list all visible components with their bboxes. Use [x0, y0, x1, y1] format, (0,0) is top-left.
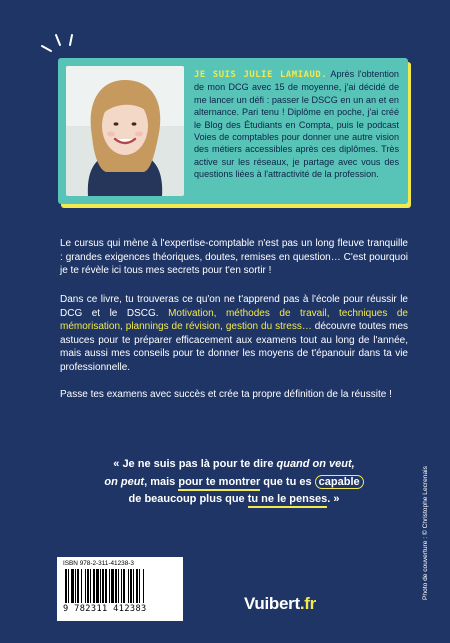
- intro-paragraph: Le cursus qui mène à l'expertise-comptable n'est pas un long fleuve tranquille : grandes exigences théoriques, doutes, remises en question… C'est pourquoi je te révèle ici tous mes secrets pour t'en sortir !: [60, 238, 408, 277]
- quote-text: de beaucoup plus que: [128, 493, 248, 505]
- book-text-end: découvre toutes mes astuces pour te préparer efficacement aux examens tout au long de l'année, mais aussi mes conseils pour te donner les moyens de t'épanouir dans ta vie professionnelle.: [60, 321, 409, 373]
- quote-emphasis: quand on veut,: [276, 458, 355, 470]
- photo-credit: Photo de couverture : © Christophe Lecrenais: [422, 466, 429, 600]
- author-name: JE SUIS JULIE LAMIAUD.: [194, 70, 328, 80]
- author-photo: [66, 66, 184, 196]
- book-text-start: Dans ce livre, tu trouveras ce qu'on ne t'apprend pas à l'école pour réussir le DCG et le DSCG.: [60, 294, 408, 319]
- isbn-digits: 9 782311 412383: [63, 604, 147, 614]
- author-bio: [194, 68, 399, 181]
- publisher-name: Vuibert: [244, 594, 300, 613]
- quote-circled: capable: [315, 475, 364, 489]
- quote-line-3: [84, 491, 384, 509]
- sparkle-lines-icon: [40, 32, 80, 58]
- isbn-barcode: [57, 557, 183, 621]
- publisher-suffix: .fr: [299, 594, 316, 613]
- pull-quote: [84, 456, 384, 509]
- outro-paragraph: Passe tes examens avec succès et crée ta propre définition de la réussite !: [60, 389, 392, 400]
- author-card: [58, 58, 408, 204]
- author-bio-text: Après l'obtention de mon DCG avec 15 de moyenne, j'ai décidé de me lancer un défi : passer le DSCG en un an et en alternance. Pari tenu ! Diplôme en poche, j'ai créé le Blog des Étudiants en Compta, puis le podcast Voies de comptables pour donner une autre vision des métiers accessibles après ces diplômes. Très active sur les réseaux, je partage avec vous des questions liées à l'attractivité de la profession.: [194, 69, 399, 180]
- quote-underline: tu ne le penses: [248, 493, 327, 508]
- quote-line-2: [84, 474, 384, 492]
- quote-emphasis: on peut: [104, 475, 145, 488]
- book-highlight: Motivation, méthodes de travail, techniques de mémorisation, plannings de révision, gestion du stress…: [60, 307, 408, 333]
- quote-text: « Je ne suis pas là pour te dire: [113, 458, 277, 470]
- barcode-bars: [63, 569, 177, 603]
- quote-line-1: [84, 456, 384, 474]
- quote-text: , mais: [144, 475, 179, 488]
- publisher-logo: [244, 594, 316, 614]
- isbn-label: ISBN 978-2-311-41238-3: [63, 560, 134, 567]
- quote-text: . »: [327, 493, 340, 505]
- quote-underline: pour te montrer: [178, 476, 260, 491]
- book-paragraph: [60, 293, 408, 375]
- quote-text: que tu es: [260, 475, 315, 488]
